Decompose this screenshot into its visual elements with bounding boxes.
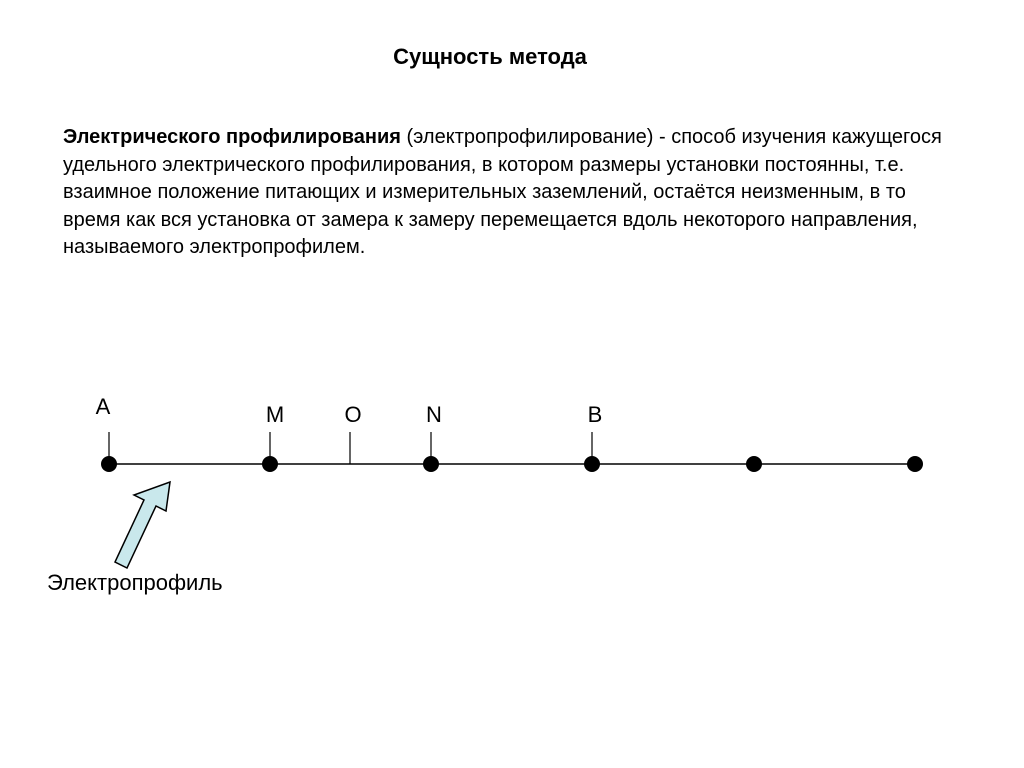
slide-title: Сущность метода xyxy=(393,44,587,69)
definition-text: (электропрофилирование) - способ изучения кажущегося удельного электрического профилирования, в котором размеры установки постоянны, т.е. взаимное положение питающих и измерительных заземлений, остаётся неизменным, в то время как вся установка от замера к замеру перемещается вдоль некоторого направления, называемого электропрофилем. xyxy=(63,126,942,258)
label-n: N xyxy=(426,402,442,427)
label-b: B xyxy=(587,402,603,427)
point-b xyxy=(584,456,600,472)
point-m xyxy=(262,456,278,472)
point-next-1 xyxy=(746,456,762,472)
definition-term: Электрического профилирования xyxy=(63,126,401,148)
profile-arrow xyxy=(115,482,170,568)
point-n xyxy=(423,456,439,472)
label-m: M xyxy=(265,402,285,427)
label-a: A xyxy=(95,394,111,419)
label-o: O xyxy=(344,402,362,427)
point-next-2 xyxy=(907,456,923,472)
profile-arrow-label: Электропрофиль xyxy=(47,570,223,595)
point-a xyxy=(101,456,117,472)
